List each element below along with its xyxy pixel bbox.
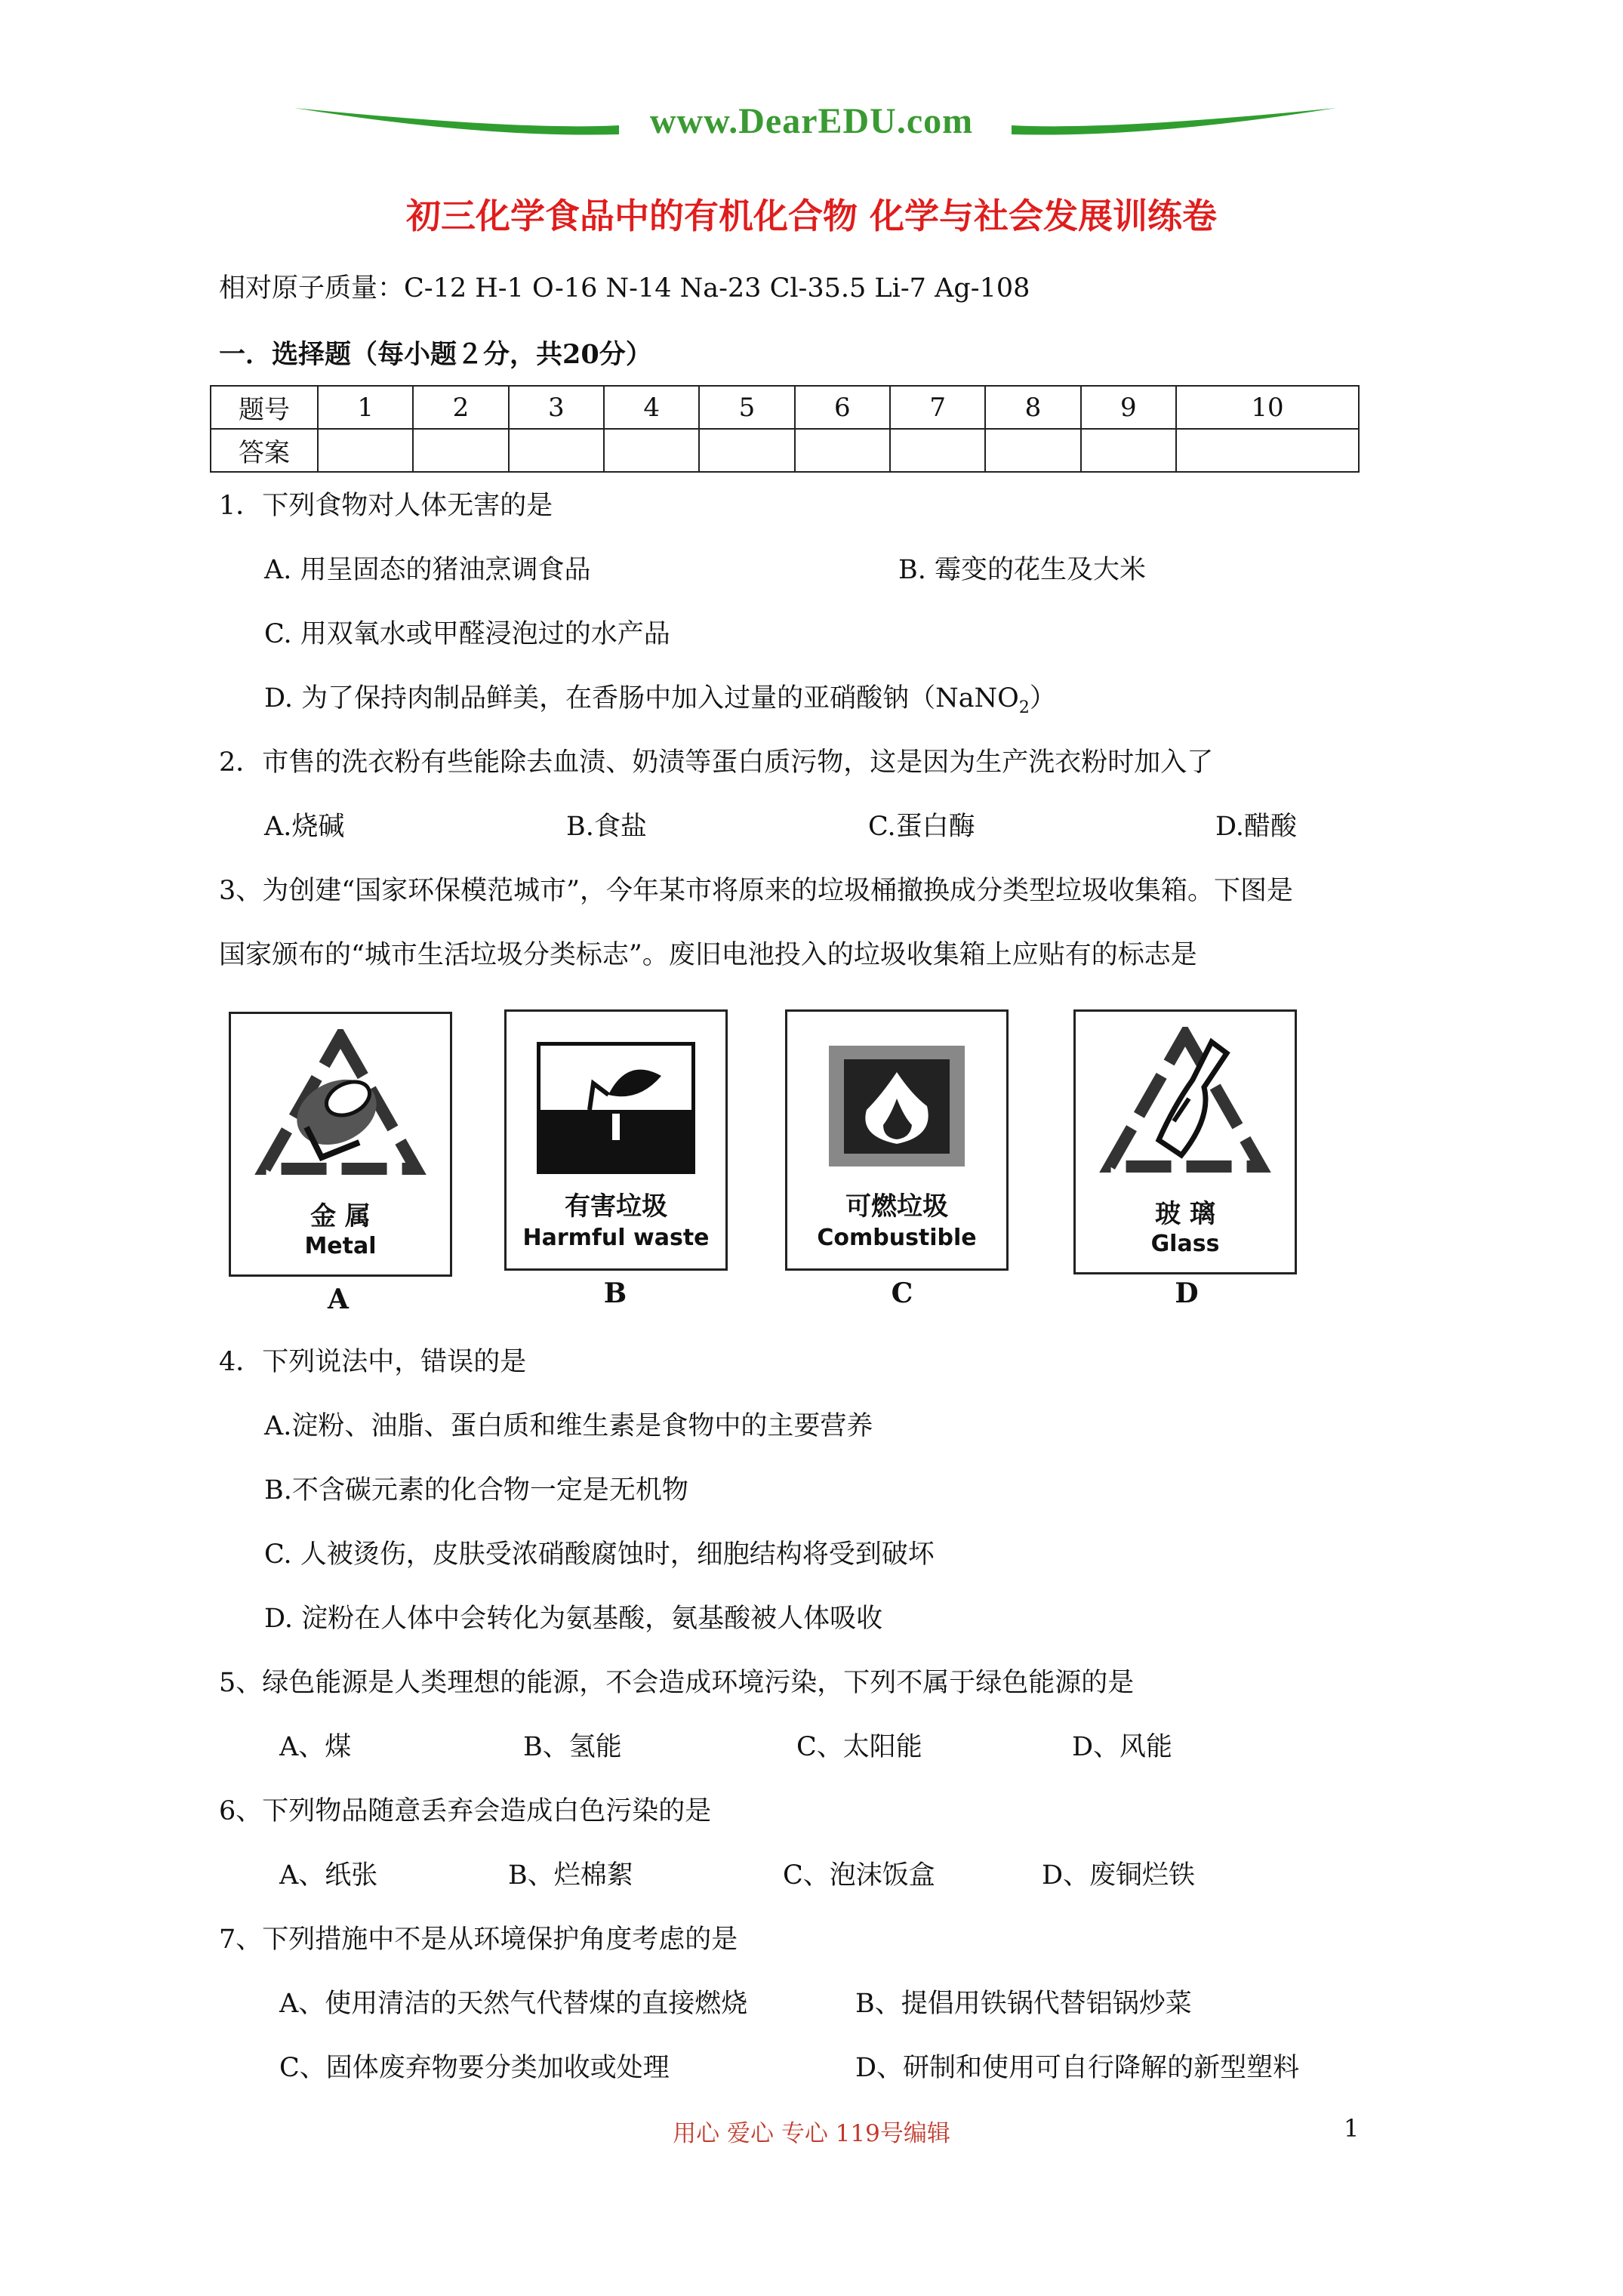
answer-cell[interactable] (795, 429, 890, 472)
answer-cell[interactable] (1081, 429, 1176, 472)
sign-metal (229, 1012, 452, 1277)
q6-option-a: A、纸张 (279, 1860, 378, 1891)
table-cell: 9 (1081, 386, 1176, 429)
q4-option-d: D. 淀粉在人体中会转化为氨基酸，氨基酸被人体吸收 (264, 1604, 883, 1634)
sign-metal-cn: 金 属 (310, 1201, 371, 1231)
answer-cell[interactable] (985, 429, 1080, 472)
sign-harmful-waste (504, 1009, 728, 1271)
q6-stem: 6、下列物品随意丢弃会造成白色污染的是 (219, 1796, 712, 1826)
table-cell: 6 (795, 386, 890, 429)
harmful-waste-icon (537, 1042, 695, 1174)
q5-option-c: C、太阳能 (796, 1732, 922, 1762)
q6-option-c: C、泡沫饭盒 (783, 1860, 935, 1891)
q4-option-a: A.淀粉、油脂、蛋白质和维生素是食物中的主要营养 (264, 1411, 873, 1441)
table-row (211, 429, 1359, 472)
metal-can-icon (254, 1029, 427, 1188)
sign-letter-d: D (1175, 1277, 1199, 1309)
q2-option-a: A.烧碱 (264, 812, 345, 842)
q4-option-c: C. 人被烫伤，皮肤受浓硝酸腐蚀时，细胞结构将受到破坏 (264, 1539, 935, 1570)
table-header-cell: 答案 (211, 429, 318, 472)
table-cell: 10 (1176, 386, 1359, 429)
site-logo: www.DearEDU.com (649, 101, 974, 141)
sign-harmful-cn: 有害垃圾 (565, 1191, 667, 1222)
q5-option-a: A、煤 (279, 1732, 352, 1762)
sign-letter-b: B (603, 1277, 627, 1309)
q4-option-b: B.不含碳元素的化合物一定是无机物 (264, 1475, 688, 1505)
answer-cell[interactable] (604, 429, 699, 472)
sign-glass-cn: 玻 璃 (1155, 1199, 1215, 1229)
q2-option-d: D.醋酸 (1215, 812, 1297, 842)
atomic-masses: 相对原子质量：C-12 H-1 O-16 N-14 Na-23 Cl-35.5 Li-7 Ag-108 (219, 273, 1030, 304)
sign-letter-a: A (328, 1284, 349, 1315)
q1-option-d: D. 为了保持肉制品鲜美，在香肠中加入过量的亚硝酸钠（NaNO$_2$） (264, 683, 1056, 717)
sign-glass-en: Glass (1150, 1231, 1220, 1257)
q2-stem: 2．市售的洗衣粉有些能除去血渍、奶渍等蛋白质污物，这是因为生产洗衣粉时加入了 (219, 747, 1214, 778)
table-cell: 7 (890, 386, 985, 429)
answer-cell[interactable] (699, 429, 794, 472)
combustible-flame-icon (829, 1046, 965, 1166)
table-cell: 4 (604, 386, 699, 429)
q7-option-d: D、研制和使用可自行降解的新型塑料 (855, 2053, 1300, 2083)
q3-stem-1: 3、为创建“国家环保模范城市”，今年某市将原来的垃圾桶撤换成分类型垃圾收集箱。下图是 (219, 876, 1294, 906)
table-header-cell: 题号 (211, 386, 318, 429)
page-title: 初三化学食品中的有机化合物 化学与社会发展训练卷 (405, 196, 1217, 236)
table-cell: 2 (413, 386, 508, 429)
page-footer: 用心 爱心 专心 119号编辑 (673, 2120, 950, 2147)
q1-option-b: B. 霉变的花生及大米 (898, 555, 1146, 585)
q5-option-b: B、氢能 (523, 1732, 622, 1762)
table-cell: 5 (699, 386, 794, 429)
table-row (211, 386, 1359, 429)
glass-bottle-icon (1098, 1027, 1272, 1185)
q2-option-c: C.蛋白酶 (868, 812, 975, 842)
q7-option-c: C、固体废弃物要分类加收或处理 (279, 2053, 670, 2083)
page-number: 1 (1344, 2114, 1360, 2143)
q6-option-b: B、烂棉絮 (508, 1860, 633, 1891)
sign-harmful-en: Harmful waste (522, 1225, 710, 1251)
answer-cell[interactable] (318, 429, 413, 472)
answer-cell[interactable] (1176, 429, 1359, 472)
section-heading: 一．选择题（每小题２分，共20分） (219, 339, 652, 370)
sign-combustible-en: Combustible (817, 1225, 977, 1251)
table-cell: 8 (985, 386, 1080, 429)
q5-stem: 5、绿色能源是人类理想的能源，不会造成环境污染，下列不属于绿色能源的是 (219, 1668, 1135, 1698)
q6-option-d: D、废铜烂铁 (1042, 1860, 1196, 1891)
q7-option-a: A、使用清洁的天然气代替煤的直接燃烧 (279, 1989, 748, 2019)
sign-metal-en: Metal (304, 1233, 377, 1259)
q7-stem: 7、下列措施中不是从环境保护角度考虑的是 (219, 1925, 738, 1955)
sign-glass (1073, 1009, 1297, 1274)
sign-letter-c: C (891, 1277, 913, 1309)
answer-cell[interactable] (509, 429, 604, 472)
q5-option-d: D、风能 (1072, 1732, 1173, 1762)
q2-option-b: B.食盐 (566, 812, 647, 842)
table-cell: 1 (318, 386, 413, 429)
sign-combustible-cn: 可燃垃圾 (845, 1191, 948, 1222)
answer-table (210, 385, 1360, 473)
answer-cell[interactable] (413, 429, 508, 472)
answer-cell[interactable] (890, 429, 985, 472)
q1-option-c: C. 用双氧水或甲醛浸泡过的水产品 (264, 619, 670, 649)
table-cell: 3 (509, 386, 604, 429)
q1-stem: 1．下列食物对人体无害的是 (219, 491, 553, 521)
q3-stem-2: 国家颁布的“城市生活垃圾分类标志”。废旧电池投入的垃圾收集箱上应贴有的标志是 (219, 940, 1197, 970)
q7-option-b: B、提倡用铁锅代替铝锅炒菜 (855, 1989, 1192, 2019)
q1-option-a: A. 用呈固态的猪油烹调食品 (264, 555, 591, 585)
sign-combustible (785, 1009, 1009, 1271)
q4-stem: 4．下列说法中，错误的是 (219, 1347, 527, 1377)
